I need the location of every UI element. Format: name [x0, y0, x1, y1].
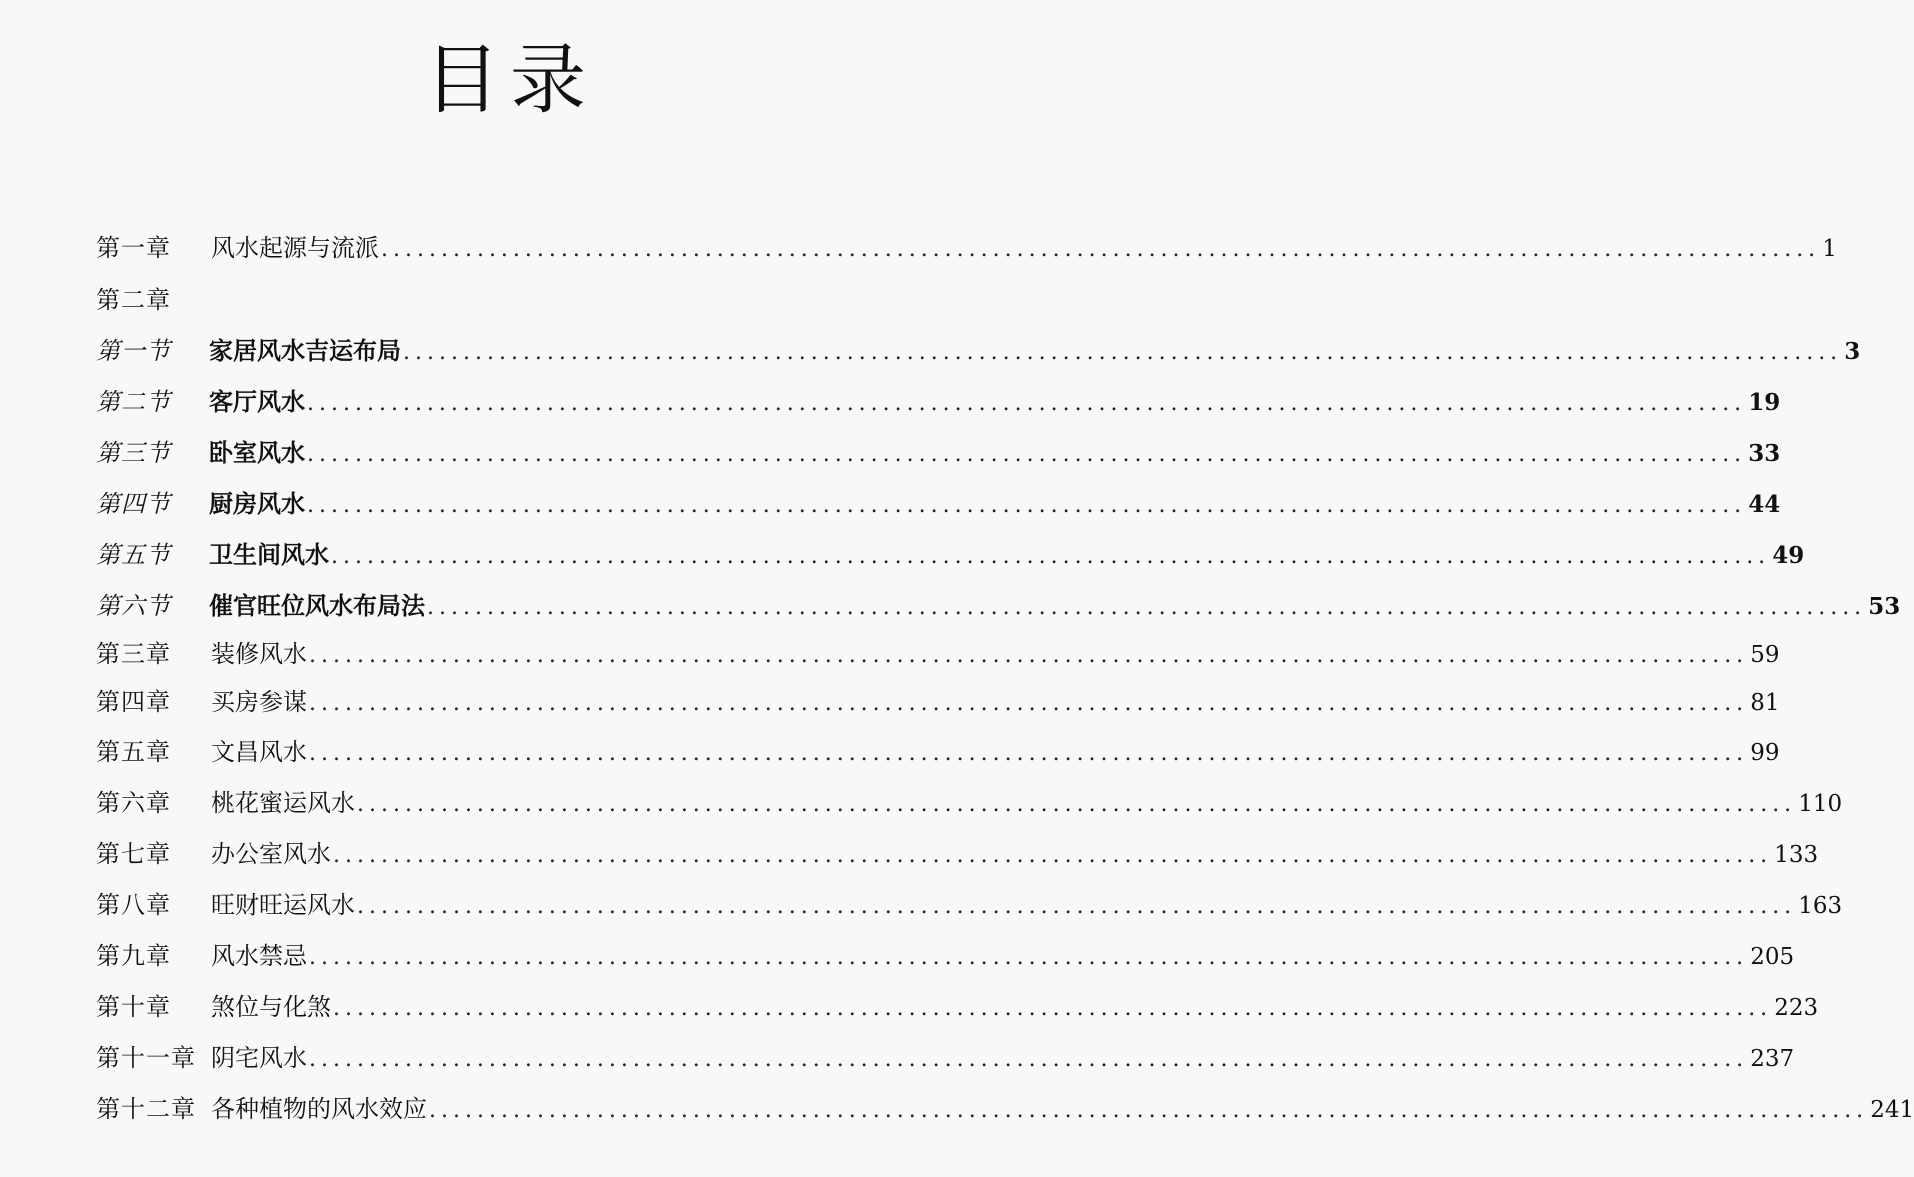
toc-entry-page-number: 33	[1748, 440, 1781, 467]
toc-entry-page-number: 81	[1750, 690, 1780, 716]
toc-entry-number: 第三节	[96, 439, 171, 467]
dot-leader: ........................................................................................................................	[333, 996, 1773, 1021]
toc-entry	[96, 433, 1781, 473]
toc-entry-page-number: 241	[1870, 1097, 1914, 1123]
toc-entry-number: 第五章	[96, 738, 171, 766]
toc-entry-number: 第十一章	[96, 1044, 196, 1072]
toc-entry-title: 风水禁忌	[211, 942, 307, 970]
toc-entry-number: 第二章	[96, 286, 171, 314]
dot-leader: ........................................................................................................................	[427, 595, 1867, 620]
toc-entry	[96, 228, 1837, 268]
dot-leader: ........................................................................................................................	[309, 643, 1749, 668]
toc-entry-title: 办公室风水	[211, 840, 331, 868]
toc-entry	[96, 1038, 1795, 1078]
toc-entry-title: 客厅风水	[209, 387, 305, 416]
toc-entry-title: 风水起源与流派	[211, 234, 379, 262]
toc-entry	[96, 535, 1805, 575]
toc-entry-title: 买房参谋	[211, 688, 307, 716]
toc-entry-page-number: 223	[1774, 995, 1819, 1021]
dot-leader: ........................................................................................................................	[403, 340, 1843, 365]
toc-entry-title: 装修风水	[211, 640, 307, 668]
toc-entry-number: 第四章	[96, 688, 171, 716]
toc-entry-page-number: 1	[1822, 236, 1837, 262]
dot-leader: ........................................................................................................................	[309, 945, 1749, 970]
dot-leader: ........................................................................................................................	[429, 1098, 1869, 1123]
dot-leader: ........................................................................................................................	[307, 391, 1747, 416]
toc-entry-title: 家居风水吉运布局	[209, 336, 401, 365]
toc-entry	[96, 834, 1819, 874]
toc-entry-page-number: 237	[1750, 1046, 1795, 1072]
toc-entry-title: 卫生间风水	[209, 540, 329, 569]
dot-leader: ........................................................................................................................	[357, 894, 1797, 919]
toc-entry-page-number: 110	[1798, 791, 1843, 817]
toc-entry	[96, 885, 1843, 925]
dot-leader: ........................................................................................................................	[357, 792, 1797, 817]
toc-entry-number: 第二节	[96, 388, 171, 416]
toc-entry-page-number: 44	[1748, 491, 1781, 518]
toc-entry-page-number: 59	[1750, 642, 1780, 668]
toc-entry-number: 第七章	[96, 840, 171, 868]
dot-leader: ........................................................................................................................	[381, 237, 1821, 262]
toc-entry-number: 第五节	[96, 541, 171, 569]
toc-entry-number: 第十章	[96, 993, 171, 1021]
toc-entry	[96, 732, 1780, 772]
toc-entry	[96, 987, 1819, 1027]
toc-entry-page-number: 163	[1798, 893, 1843, 919]
toc-entry-number: 第四节	[96, 490, 171, 518]
toc-entry-title: 催官旺位风水布局法	[209, 591, 425, 620]
toc-entry-title: 旺财旺运风水	[211, 891, 355, 919]
toc-entry	[96, 280, 906, 320]
toc-entry	[96, 783, 1843, 823]
toc-entry-title: 煞位与化煞	[211, 993, 331, 1021]
toc-entry-page-number: 3	[1844, 338, 1861, 365]
toc-entry-page-number: 49	[1772, 542, 1805, 569]
toc-entry-page-number: 53	[1868, 593, 1901, 620]
toc-entry-page-number: 99	[1750, 740, 1780, 766]
toc-entry-title: 桃花蜜运风水	[211, 789, 355, 817]
toc-entry-title: 卧室风水	[209, 438, 305, 467]
toc-entry	[96, 586, 1901, 626]
toc-entry-title: 阴宅风水	[211, 1044, 307, 1072]
dot-leader: ........................................................................................................................	[307, 442, 1747, 467]
toc-entry-number: 第一章	[96, 234, 171, 262]
toc-entry-number: 第十二章	[96, 1095, 196, 1123]
toc-entry	[96, 936, 1795, 976]
page-title: 目录	[424, 35, 596, 124]
toc-entry-page-number: 133	[1774, 842, 1819, 868]
toc-entry-title: 文昌风水	[211, 738, 307, 766]
toc-entry-number: 第六节	[96, 592, 171, 620]
toc-entry-number: 第一节	[96, 337, 171, 365]
toc-entry-title: 厨房风水	[209, 489, 305, 518]
toc-entry-number: 第三章	[96, 640, 171, 668]
dot-leader: ........................................................................................................................	[331, 544, 1771, 569]
toc-entry	[96, 484, 1781, 524]
toc-entry	[96, 634, 1780, 674]
toc-entry	[96, 682, 1780, 722]
dot-leader: ........................................................................................................................	[309, 1047, 1749, 1072]
dot-leader: ........................................................................................................................	[333, 843, 1773, 868]
dot-leader: ........................................................................................................................	[309, 741, 1749, 766]
toc-entry	[96, 1089, 1914, 1129]
toc-entry-number: 第六章	[96, 789, 171, 817]
toc-entry-title: 各种植物的风水效应	[211, 1095, 427, 1123]
toc-entry-number: 第九章	[96, 942, 171, 970]
dot-leader: ........................................................................................................................	[307, 493, 1747, 518]
toc-entry	[96, 382, 1781, 422]
toc-entry-number: 第八章	[96, 891, 171, 919]
toc-entry-page-number: 19	[1748, 389, 1781, 416]
dot-leader: ........................................................................................................................	[309, 691, 1749, 716]
toc-entry-page-number: 205	[1750, 944, 1795, 970]
toc-entry	[96, 331, 1861, 371]
